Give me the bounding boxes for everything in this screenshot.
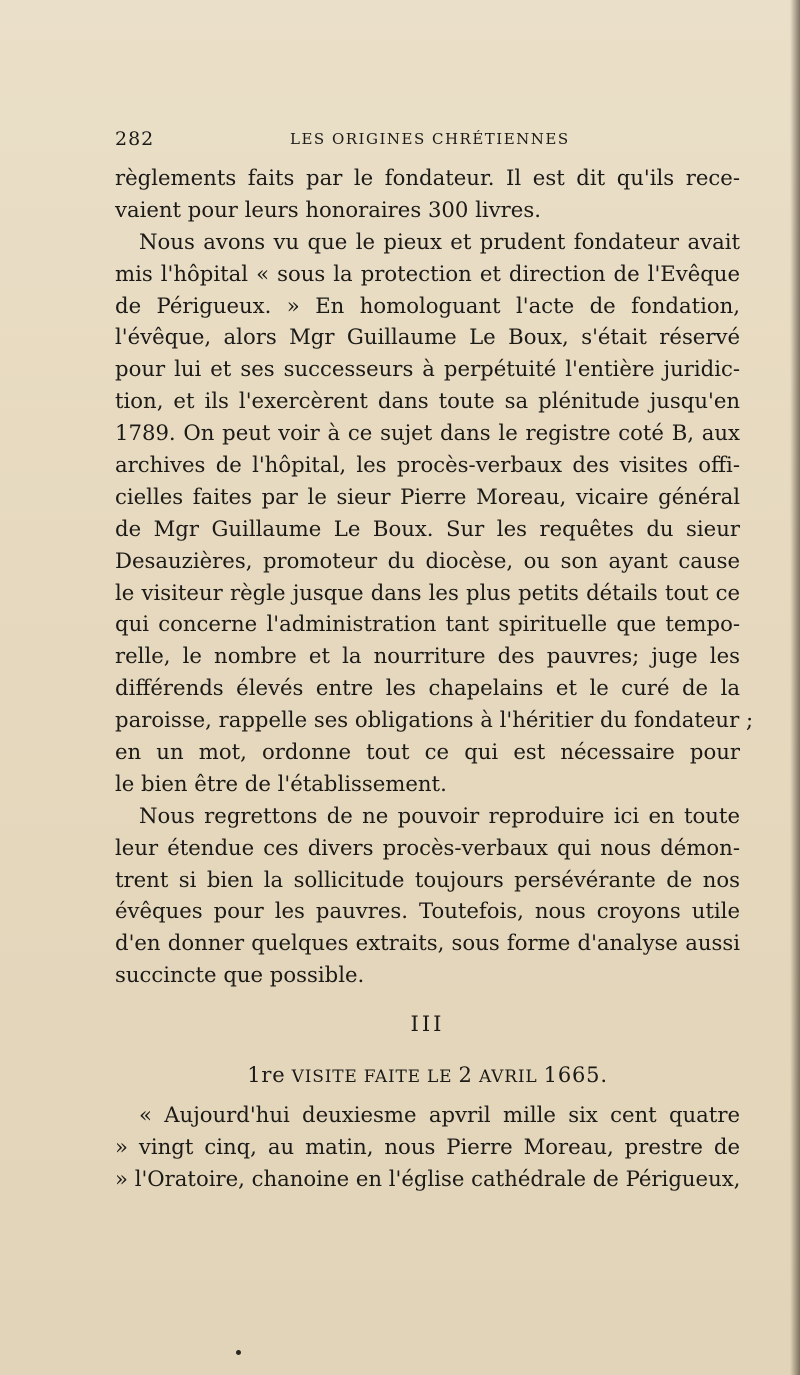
text-line: de Périgueux. » En homologuant l'acte de fondation, xyxy=(115,292,740,318)
text-line: tion, et ils l'exercèrent dans toute sa plénitude jusqu'en xyxy=(115,388,740,414)
text-line: Nous regrettons de ne pouvoir reproduire ici en toute xyxy=(139,802,740,828)
page-edge-shadow xyxy=(790,0,800,1375)
visit-title: VISITE FAITE LE xyxy=(291,1067,453,1088)
text-line: d'en donner quelques extraits, sous forme d'analyse aussi xyxy=(115,930,740,956)
visit-month: AVRIL xyxy=(478,1067,538,1088)
quote-line: » vingt cinq, au matin, nous Pierre Moreau, prestre de xyxy=(115,1134,740,1160)
page-number: 282 xyxy=(115,128,155,150)
text-line: trent si bien la sollicitude toujours persévérante de nos xyxy=(115,866,740,892)
text-line: leur étendue ces divers procès-verbaux qui nous démon- xyxy=(115,834,740,860)
section-number: III xyxy=(410,1012,445,1037)
paragraph-2 xyxy=(115,226,754,800)
text-line: pour lui et ses successeurs à perpétuité l'entière juridic- xyxy=(115,356,740,382)
quote-line: » l'Oratoire, chanoine en l'église cathédrale de Périgueux, xyxy=(115,1165,741,1191)
visit-day: 2 xyxy=(458,1063,473,1088)
visit-year: 1665. xyxy=(543,1063,608,1088)
running-head: LES ORIGINES CHRÉTIENNES xyxy=(290,130,570,148)
text-line: règlements faits par le fondateur. Il est dit qu'ils rece- xyxy=(115,165,740,190)
text-line: cielles faites par le sieur Pierre Moreau, vicaire général xyxy=(115,483,740,509)
text-line: relle, le nombre et la nourriture des pauvres; juge les xyxy=(115,643,740,669)
text-line: différends élevés entre les chapelains et le curé de la xyxy=(115,675,740,701)
paragraph-3 xyxy=(115,800,740,991)
text-line: mis l'hôpital « sous la protection et direction de l'Evêque xyxy=(115,260,740,286)
quote-paragraph xyxy=(115,1099,740,1195)
text-line: de Mgr Guillaume Le Boux. Sur les requêtes du sieur xyxy=(115,515,740,541)
text-line: succincte que possible. xyxy=(115,962,365,988)
text-line: l'évêque, alors Mgr Guillaume Le Boux, s'était réservé xyxy=(115,324,740,350)
page-header xyxy=(115,128,740,156)
text-line: le visiteur règle jusque dans les plus petits détails tout ce xyxy=(115,579,740,605)
text-line: paroisse, rappelle ses obligations à l'héritier du fondateur ; xyxy=(115,707,754,733)
ink-speck xyxy=(236,1350,241,1355)
text-line: vaient pour leurs honoraires 300 livres. xyxy=(115,196,541,222)
paragraph-1 xyxy=(115,162,740,226)
text-line: évêques pour les pauvres. Toutefois, nous croyons utile xyxy=(115,898,740,924)
text-line: le bien être de l'établissement. xyxy=(115,770,447,796)
visit-heading xyxy=(115,1051,740,1099)
quote-line: « Aujourd'hui deuxiesme apvril mille six cent quatre xyxy=(139,1102,740,1128)
text-line: 1789. On peut voir à ce sujet dans le registre coté B, aux xyxy=(115,420,740,446)
page-body xyxy=(115,162,754,1195)
text-line: en un mot, ordonne tout ce qui est nécessaire pour xyxy=(115,739,740,765)
text-line: Nous avons vu que le pieux et prudent fondateur avait xyxy=(139,228,740,254)
text-line: Desauzières, promoteur du diocèse, ou son ayant cause xyxy=(115,547,740,573)
text-line: qui concerne l'administration tant spirituelle que tempo- xyxy=(115,611,740,637)
text-line: archives de l'hôpital, les procès-verbaux des visites offi- xyxy=(115,452,740,478)
visit-ordinal: 1re xyxy=(247,1063,286,1088)
